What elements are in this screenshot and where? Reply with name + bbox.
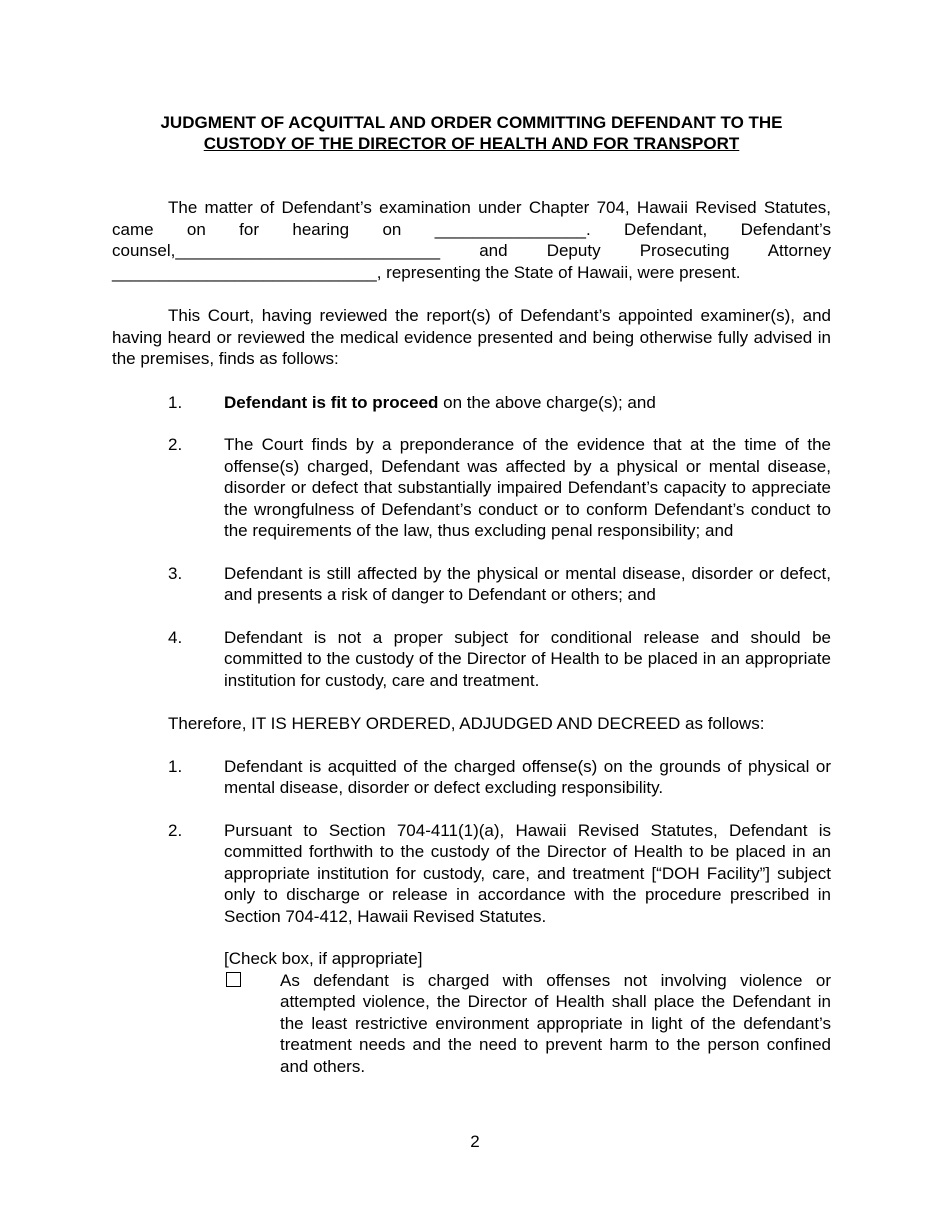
check-option-text: As defendant is charged with offenses not involving violence or attempted violence, the Director of Health shall place the Defendant in the least restrictive environment appropriate in light of the defendant’s treatment needs and the need to prevent harm to the person confined and others. (280, 970, 831, 1076)
finding-text: Defendant is not a proper subject for conditional release and should be committed to the custody of the Director of Health to be placed in an appropriate institution for custody, care and treatment. (224, 627, 831, 690)
finding-text: The Court finds by a preponderance of the evidence that at the time of the offense(s) charged, Defendant was affected by a physical or mental disease, disorder or defect that substantially impaired Defendant’s capacity to appreciate the wrongfulness of Defendant’s conduct or to conform Defendant’s conduct to the requirements of the law, thus excluding penal responsibility; and (224, 435, 831, 540)
finding-text: on the above charge(s); and (438, 392, 656, 412)
finding-number: 2. (168, 435, 183, 454)
document-title (112, 112, 831, 154)
finding-4 (112, 627, 831, 692)
therefore-clause: Therefore, IT IS HEREBY ORDERED, ADJUDGED AND DECREED as follows: (168, 714, 765, 733)
finding-number: 1. (168, 392, 183, 412)
order-text: Pursuant to Section 704-411(1)(a), Hawaii Revised Statutes, Defendant is committed forthwith to the custody of the Director of Health to be placed in an appropriate institution for custody, care, and treatment [“DOH Facility”] subject only to discharge or release in accordance with the procedure prescribed in Section 704-412, Hawaii Revised Statutes. (224, 820, 831, 926)
order-2 (112, 820, 831, 928)
page-number: 2 (470, 1132, 480, 1151)
hearing-paragraph: The matter of Defendant’s examination under Chapter 704, Hawaii Revised Statutes, came on for hearing on ________________. Defendant, Defendant’s counsel,____________________________ and Deputy Prosecuting Attorney ____________________________, representing the State of Hawaii, were present. (112, 198, 831, 282)
review-paragraph: This Court, having reviewed the report(s) of Defendant’s appointed examiner(s), and having heard or reviewed the medical evidence presented and being otherwise fully advised in the premises, finds as follows: (112, 306, 831, 368)
order-text: Defendant is acquitted of the charged offense(s) on the grounds of physical or mental disease, disorder or defect excluding responsibility. (224, 756, 831, 797)
check-option-row (112, 970, 831, 1078)
finding-bold-text: Defendant is fit to proceed (224, 392, 439, 412)
option-checkbox[interactable] (226, 972, 241, 987)
finding-text: Defendant is still affected by the physical or mental disease, disorder or defect, and presents a risk of danger to Defendant or others; and (224, 563, 831, 604)
finding-1 (112, 392, 831, 414)
order-1 (112, 756, 831, 799)
finding-3 (112, 563, 831, 606)
order-number: 2. (168, 820, 183, 840)
order-number: 1. (168, 756, 183, 776)
document-page (112, 112, 831, 1077)
finding-2 (112, 434, 831, 542)
finding-number: 4. (168, 627, 183, 647)
title-line-1: JUDGMENT OF ACQUITTAL AND ORDER COMMITTING DEFENDANT TO THE (160, 113, 783, 132)
check-box-heading: [Check box, if appropriate] (224, 949, 423, 968)
finding-number: 3. (168, 563, 183, 583)
title-line-2: CUSTODY OF THE DIRECTOR OF HEALTH AND FOR TRANSPORT (203, 134, 740, 153)
